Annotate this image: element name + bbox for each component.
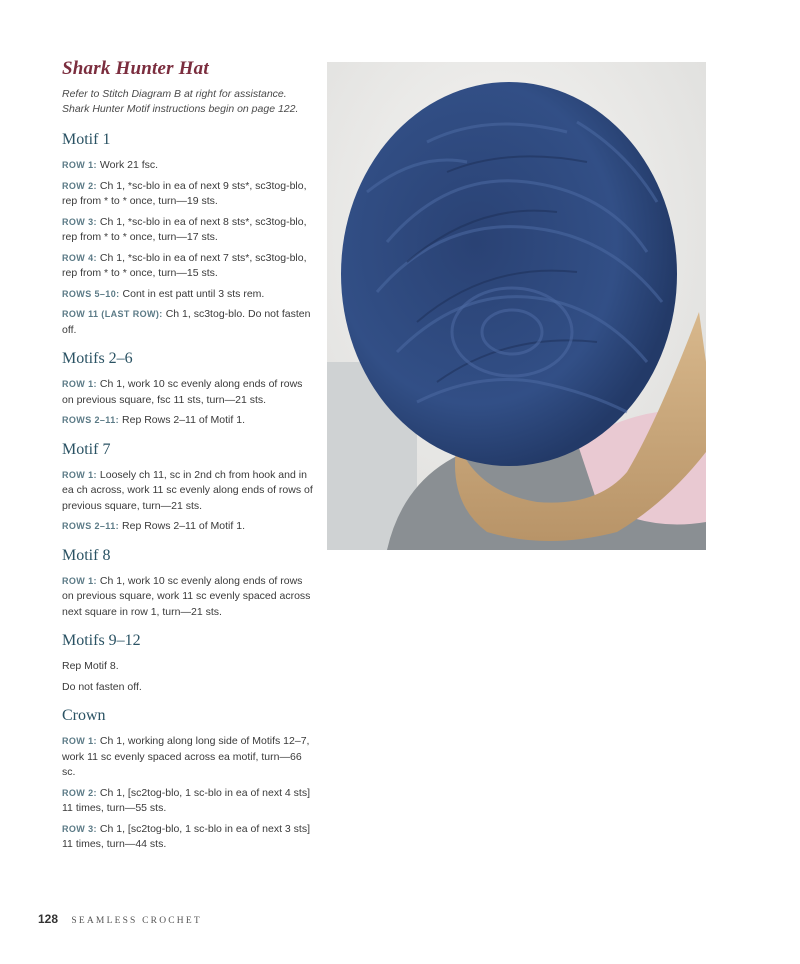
instruction-section bbox=[62, 441, 314, 535]
instruction-row bbox=[62, 251, 314, 282]
row-text: Work 21 fsc. bbox=[99, 159, 159, 171]
instruction-section bbox=[62, 131, 314, 338]
instruction-row bbox=[62, 215, 314, 246]
page-footer bbox=[38, 912, 202, 926]
instruction-section bbox=[62, 707, 314, 853]
row-label: ROWS 5–10: bbox=[62, 288, 120, 299]
instruction-row bbox=[62, 468, 314, 515]
row-text: Ch 1, work 10 sc evenly along ends of rows on previous square, work 11 sc evenly spaced across next square in row 1, turn—21 sts. bbox=[62, 574, 311, 618]
row-text: Cont in est patt until 3 sts rem. bbox=[122, 287, 265, 300]
row-text: Rep Rows 2–11 of Motif 1. bbox=[122, 520, 245, 532]
instruction-row bbox=[62, 519, 314, 535]
section-heading: Motifs 9–12 bbox=[62, 632, 141, 649]
text-column bbox=[62, 58, 314, 865]
instruction-section bbox=[62, 350, 314, 429]
row-text: Ch 1, *sc-blo in ea of next 7 sts*, sc3tog-blo, rep from * to * once, turn—15 sts. bbox=[62, 251, 307, 279]
row-text: Ch 1, [sc2tog-blo, 1 sc-blo in ea of next 3 sts] 11 times, turn—44 sts. bbox=[62, 822, 311, 850]
instruction-row bbox=[62, 413, 314, 429]
row-label: ROW 4: bbox=[62, 252, 97, 263]
row-text: Do not fasten off. bbox=[62, 680, 142, 693]
section-heading: Motif 8 bbox=[62, 546, 111, 564]
instruction-row bbox=[62, 179, 314, 210]
intro-text: Refer to Stitch Diagram B at right for assistance. Shark Hunter Motif instructions begin on page 122. bbox=[62, 88, 299, 115]
instruction-row bbox=[62, 158, 314, 174]
row-text: Ch 1, sc3tog-blo. Do not fasten off. bbox=[62, 308, 311, 336]
row-label: ROW 1: bbox=[62, 160, 97, 170]
section-heading: Motif 7 bbox=[62, 440, 111, 458]
row-label: ROW 1: bbox=[62, 575, 97, 586]
row-label: ROW 1: bbox=[62, 379, 97, 389]
instruction-row bbox=[62, 574, 314, 621]
row-label: ROW 3: bbox=[62, 216, 97, 227]
row-label: ROW 2: bbox=[62, 180, 97, 191]
instruction-row bbox=[62, 287, 314, 303]
instruction-row bbox=[62, 307, 314, 338]
instruction-row bbox=[62, 786, 314, 817]
row-text: Ch 1, [sc2tog-blo, 1 sc-blo in ea of next 4 sts] 11 times, turn—55 sts. bbox=[62, 786, 311, 814]
row-text: Ch 1, *sc-blo in ea of next 8 sts*, sc3tog-blo, rep from * to * once, turn—17 sts. bbox=[62, 215, 307, 243]
instruction-row bbox=[62, 680, 314, 696]
row-text: Ch 1, *sc-blo in ea of next 9 sts*, sc3tog-blo, rep from * to * once, turn—19 sts. bbox=[62, 179, 307, 207]
instruction-row bbox=[62, 822, 314, 853]
instruction-row bbox=[62, 734, 314, 781]
row-text: Ch 1, work 10 sc evenly along ends of rows on previous square, fsc 11 sts, turn—21 sts. bbox=[62, 378, 303, 406]
hat-photo bbox=[327, 62, 706, 550]
row-label: ROW 2: bbox=[62, 787, 97, 798]
instruction-row bbox=[62, 659, 314, 675]
row-label: ROW 1: bbox=[62, 469, 97, 480]
row-label: ROW 11 (LAST ROW): bbox=[62, 309, 163, 319]
row-label: ROWS 2–11: bbox=[62, 521, 120, 531]
page-number: 128 bbox=[38, 912, 59, 926]
row-text: Ch 1, working along long side of Motifs 12–7, work 11 sc evenly spaced across ea motif, turn—66 sc. bbox=[62, 735, 310, 778]
row-label: ROW 1: bbox=[62, 736, 97, 746]
instruction-section bbox=[62, 547, 314, 621]
section-heading: Motifs 2–6 bbox=[62, 350, 133, 367]
row-text: Rep Motif 8. bbox=[62, 660, 119, 672]
row-label: ROW 3: bbox=[62, 823, 97, 834]
row-text: Loosely ch 11, sc in 2nd ch from hook and in ea ch across, work 11 sc evenly along ends of rows of previous square, turn—21 sts. bbox=[62, 468, 313, 512]
instruction-sections bbox=[62, 131, 314, 853]
book-title: SEAMLESS CROCHET bbox=[71, 916, 202, 926]
row-label: ROWS 2–11: bbox=[62, 415, 120, 425]
instruction-section bbox=[62, 632, 314, 695]
section-heading: Crown bbox=[62, 707, 106, 724]
instruction-row bbox=[62, 377, 314, 408]
row-text: Rep Rows 2–11 of Motif 1. bbox=[122, 414, 245, 426]
pattern-title: Shark Hunter Hat bbox=[62, 58, 209, 79]
section-heading: Motif 1 bbox=[62, 131, 111, 148]
